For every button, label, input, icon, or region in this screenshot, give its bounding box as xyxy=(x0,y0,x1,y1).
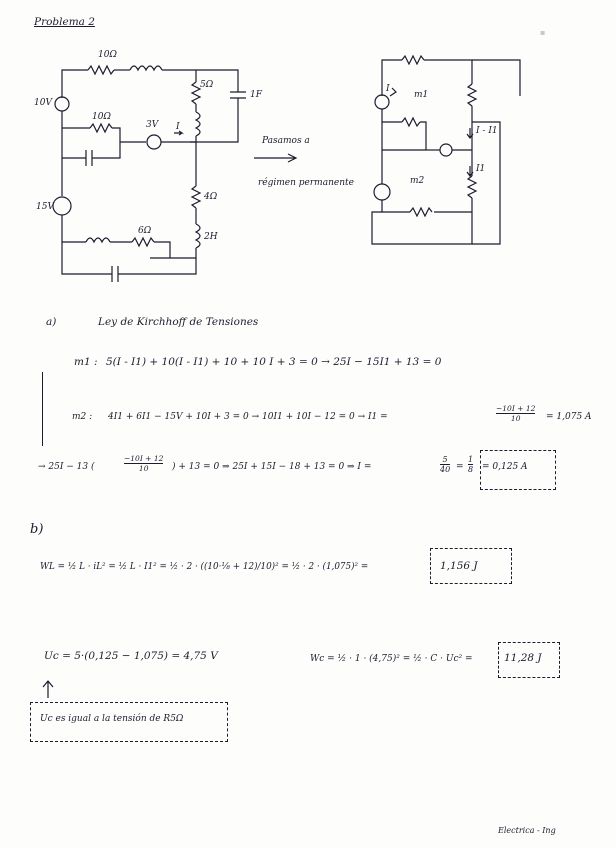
label-ind-2h: 2H xyxy=(204,232,218,242)
wc-equation: Wc = ½ · 1 · (4,75)² = ½ · C · Uc² = xyxy=(310,654,473,664)
part-a-label: a) xyxy=(46,316,57,328)
up-arrow-icon xyxy=(40,678,56,700)
i-eq2: = xyxy=(456,462,464,472)
label-cap-1f: 1F xyxy=(250,90,262,100)
m1-label: m1 : xyxy=(74,356,98,368)
transition-arrow xyxy=(254,154,296,162)
note-text: Uc es igual a la tensión de R5Ω xyxy=(40,714,184,724)
label-mesh2: m2 xyxy=(410,176,425,186)
left-circuit xyxy=(53,66,246,282)
m2-frac-num: −10I + 12 xyxy=(496,404,536,413)
label-src-10v: 10V xyxy=(34,98,52,108)
i-result-box xyxy=(480,450,556,490)
part-a-title: Ley de Kirchhoff de Tensiones xyxy=(98,316,259,328)
m2-label: m2 : xyxy=(72,412,93,422)
wl-result-box xyxy=(430,548,512,584)
i-fraction xyxy=(440,455,450,474)
label-r-top: 10Ω xyxy=(98,50,117,60)
label-r-5: 5Ω xyxy=(200,80,214,90)
i-fraction2 xyxy=(468,455,473,474)
label-r-6: 6Ω xyxy=(138,226,152,236)
wc-result: 11,28 J xyxy=(504,652,542,664)
m2-frac-den: 10 xyxy=(510,414,521,423)
page-title: Problema 2 xyxy=(34,16,95,28)
i-frac-num: 5 xyxy=(440,455,450,465)
i-frac2-num: 1 xyxy=(468,455,474,464)
label-rc-current-i: I xyxy=(386,84,390,94)
sub-equation-tail: ) + 13 = 0 ⇒ 25I + 15I − 18 + 13 = 0 ⇒ I = xyxy=(172,462,372,472)
m1-equation: 5(I - I1) + 10(I - I1) + 10 + 10 I + 3 = 0 → 25I − 15I1 + 13 = 0 xyxy=(106,356,442,368)
i-result: = 0,125 A xyxy=(482,462,528,472)
label-src-3v: 3V xyxy=(146,120,159,130)
uc-equation: Uc = 5·(0,125 − 1,075) = 4,75 V xyxy=(44,650,218,662)
label-rc-i-minus-i1: I - I1 xyxy=(476,126,498,136)
label-r-10: 10Ω xyxy=(92,112,111,122)
margin-mark xyxy=(42,372,43,446)
sub-frac-num: −10I + 12 xyxy=(124,454,164,463)
label-r-4: 4Ω xyxy=(204,192,218,202)
i-frac2-den: 8 xyxy=(468,465,474,474)
bleed-through-mark: ▪ xyxy=(540,28,546,37)
part-b-label: b) xyxy=(30,522,44,537)
sub-fraction xyxy=(124,454,163,473)
sub-equation: → 25I − 13 ( xyxy=(38,462,95,472)
wc-result-box xyxy=(498,642,560,678)
transition-line2: régimen permanente xyxy=(258,178,354,188)
label-mesh1: m1 xyxy=(414,90,429,100)
i-frac-den: 40 xyxy=(440,465,451,474)
right-circuit xyxy=(372,56,520,244)
footer-signature: Electrica - Ing xyxy=(498,826,556,835)
transition-line1: Pasamos a xyxy=(262,136,310,146)
circuit-diagrams xyxy=(0,0,616,300)
m2-equation: 4I1 + 6I1 − 15V + 10I + 3 = 0 → 10I1 + 10I − 12 = 0 → I1 = xyxy=(108,412,388,422)
wl-equation: WL = ½ L · iL² = ½ L · I1² = ½ · 2 · ((10·⅛ + 12)/10)² = ½ · 2 · (1,075)² = xyxy=(40,562,369,572)
label-rc-i1: I1 xyxy=(476,164,486,174)
label-src-15v: 15V xyxy=(36,202,54,212)
sub-frac-den: 10 xyxy=(138,464,149,473)
m2-result: = 1,075 A xyxy=(546,412,592,422)
m2-fraction xyxy=(496,404,535,423)
wl-result: 1,156 J xyxy=(440,560,478,572)
label-current-i: I xyxy=(176,122,180,132)
